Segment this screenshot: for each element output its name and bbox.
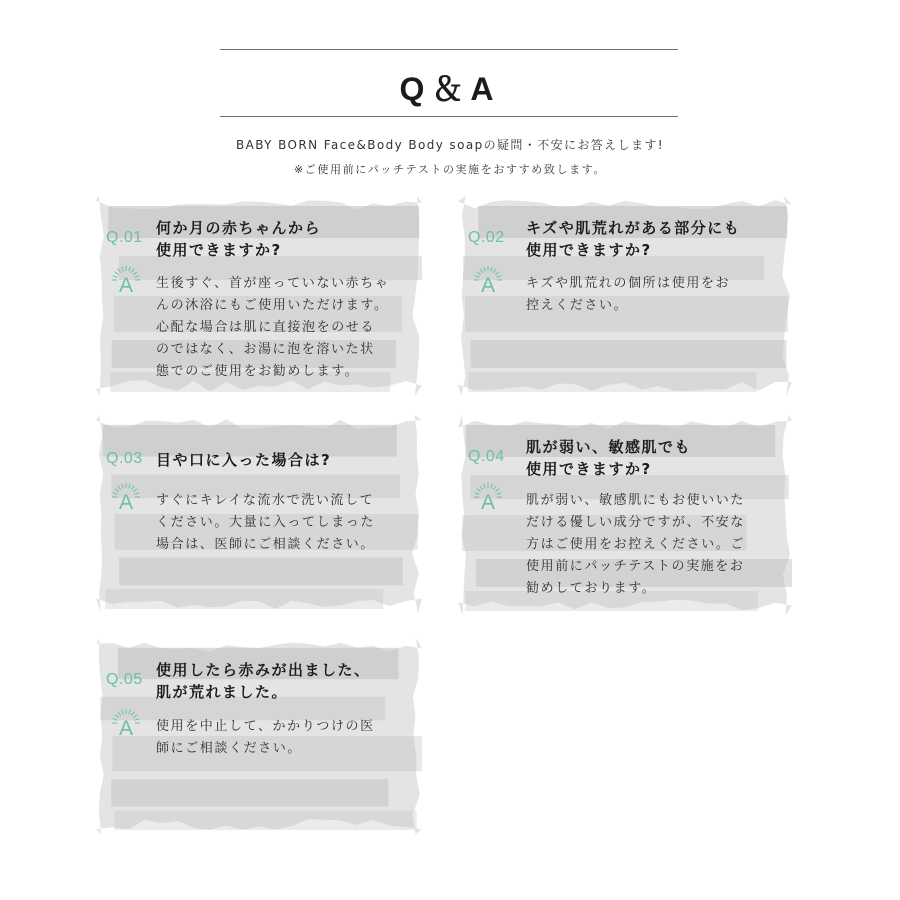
question-text: [526, 436, 691, 480]
answer-line: 心配な場合は肌に直接泡をのせる: [156, 320, 376, 335]
patch-test-note: ※ご使用前にパッチテストの実施をおすすめ致します。: [293, 163, 606, 176]
answer-text: [156, 716, 375, 760]
answer-line: 態でのご使用をお勧めします。: [156, 364, 360, 379]
answer-letter: A: [480, 274, 495, 297]
answer-icon: [111, 708, 141, 742]
answer-line: だける優しい成分ですが、不安な: [526, 515, 746, 530]
answer-letter: A: [118, 491, 133, 514]
question-line: 使用できますか?: [156, 241, 282, 259]
question-text: [526, 217, 740, 261]
question-line: 使用できますか?: [526, 460, 652, 478]
question-line: 使用できますか?: [526, 241, 652, 259]
answer-line: のではなく、お湯に泡を溶いた状: [156, 342, 375, 357]
answer-letter: A: [480, 491, 495, 514]
question-line: 肌が弱い、敏感肌でも: [526, 438, 692, 456]
question-text: [156, 217, 321, 261]
answer-text: [156, 273, 389, 383]
question-line: 何か月の赤ちゃんから: [156, 219, 322, 237]
answer-line: 生後すぐ、首が座っていない赤ちゃ: [156, 276, 390, 291]
answer-line: 方はご使用をお控えください。ご: [526, 537, 746, 552]
answer-text: [526, 490, 745, 600]
page-subtitle: BABY BORN Face&Body Body soapの疑問・不安にお答えします!: [235, 138, 665, 152]
answer-letter: A: [118, 274, 133, 297]
answer-line: 使用前にパッチテストの実施をお: [526, 559, 745, 574]
answer-line: 師にご相談ください。: [156, 741, 303, 756]
answer-line: 使用を中止して、かかりつけの医: [156, 719, 375, 734]
answer-line: 勧めしております。: [526, 581, 657, 596]
header-bottom-rule: [220, 116, 678, 117]
question-line: 使用したら赤みが出ました、: [156, 661, 371, 679]
question-number: Q.04: [468, 448, 505, 465]
answer-line: 控えください。: [526, 298, 629, 313]
answer-letter: A: [118, 717, 133, 740]
answer-line: すぐにキレイな流水で洗い流して: [156, 493, 375, 508]
question-line: 目や口に入った場合は?: [156, 451, 332, 469]
page-title: Q＆A: [399, 71, 501, 107]
question-line: キズや肌荒れがある部分にも: [526, 219, 741, 237]
question-text: [156, 449, 331, 471]
question-number: Q.03: [106, 450, 143, 467]
answer-text: [156, 490, 375, 556]
answer-line: キズや肌荒れの個所は使用をお: [526, 276, 731, 291]
header-top-rule: [220, 49, 678, 50]
answer-icon: [111, 482, 141, 516]
question-line: 肌が荒れました。: [156, 683, 289, 701]
answer-icon: [111, 265, 141, 299]
question-text: [156, 659, 371, 703]
answer-line: 場合は、医師にご相談ください。: [156, 537, 376, 552]
question-number: Q.05: [106, 671, 143, 688]
answer-line: 肌が弱い、敏感肌にもお使いいた: [526, 493, 746, 508]
answer-icon: [473, 482, 503, 516]
question-number: Q.02: [468, 229, 505, 246]
answer-icon: [473, 265, 503, 299]
answer-line: んの沐浴にもご使用いただけます。: [156, 298, 389, 313]
answer-text: [526, 273, 730, 317]
question-number: Q.01: [106, 229, 143, 246]
answer-line: ください。大量に入ってしまった: [156, 515, 376, 530]
